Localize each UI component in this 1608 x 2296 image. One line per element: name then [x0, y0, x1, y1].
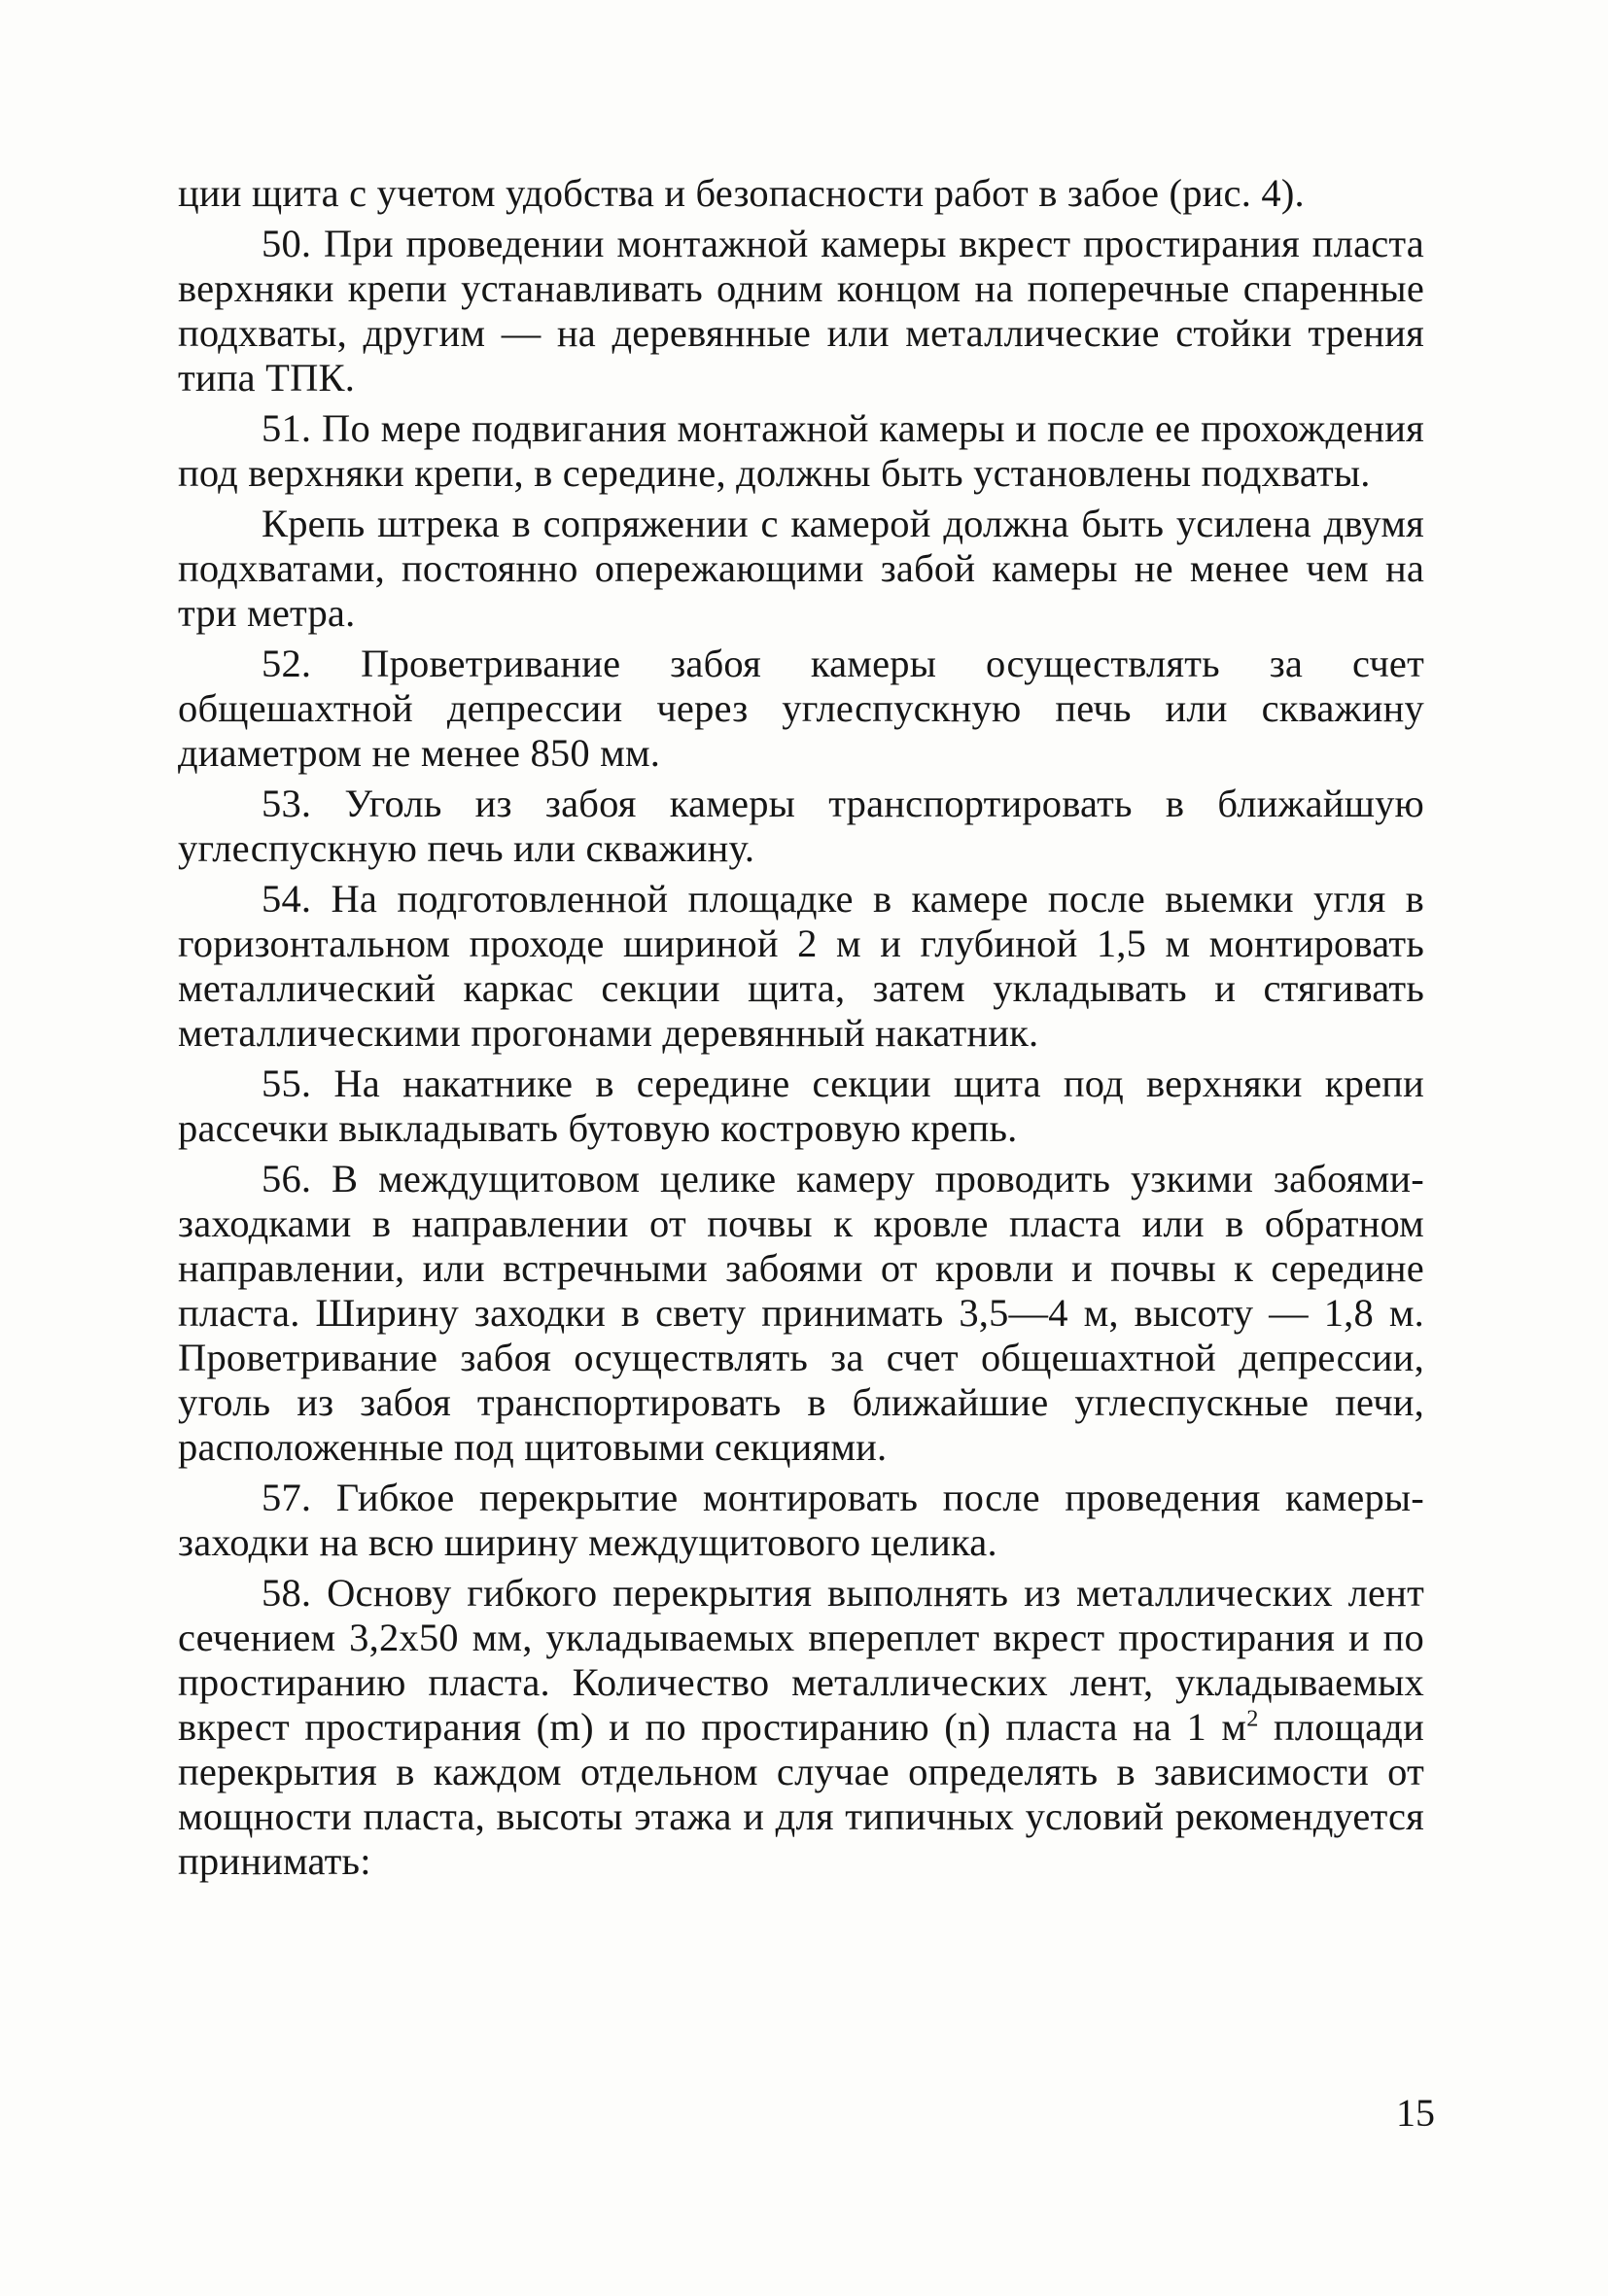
paragraph-51: 51. По мере подвигания монтажной камеры и после ее прохождения под верхняки крепи, в середине, должны быть установлены подхваты.	[178, 406, 1424, 495]
superscript-2: 2	[1246, 1705, 1259, 1732]
paragraph-57: 57. Гибкое перекрытие монтировать после проведения камеры-заходки на всю ширину междущитового целика.	[178, 1476, 1424, 1564]
paragraph-continuation: ции щита с учетом удобства и безопасности работ в забое (рис. 4).	[178, 171, 1305, 215]
body-text	[178, 171, 1424, 1884]
paragraph-53: 53. Уголь из забоя камеры транспортировать в ближайшую углеспускную печь или скважину.	[178, 782, 1424, 870]
paragraph-50: 50. При проведении монтажной камеры вкрест простирания пласта верхняки крепи устанавливать одним концом на поперечные спаренные подхваты, другим — на деревянные или металлические стойки трения типа ТПК.	[178, 222, 1424, 400]
paragraph-56: 56. В междущитовом целике камеру проводить узкими забоями-заходками в направлении от почвы к кровле пласта или в обратном направлении, или встречными забоями от кровли и почвы к середине пласта. Ширину заходки в свету принимать 3,5—4 м, высоту — 1,8 м. Проветривание забоя осуществлять за счет общешахтной депрессии, уголь из забоя транспортировать в ближайшие углеспускные печи, расположенные под щитовыми секциями.	[178, 1157, 1424, 1469]
paragraph-55: 55. На накатнике в середине секции щита под верхняки крепи рассечки выкладывать бутовую костровую крепь.	[178, 1061, 1424, 1150]
paragraph-58	[178, 1571, 1424, 1884]
paragraph-51-continued: Крепь штрека в сопряжении с камерой должна быть усилена двумя подхватами, постоянно опережающими забой камеры не менее чем на три метра.	[178, 502, 1424, 635]
paragraph-58-text-start: 58. Основу гибкого перекрытия выполнять из металлических лент сечением 3,2х50 мм, укладываемых впереплет вкрест простирания и по простиранию пласта. Количество металлических лент, укладываемых вкрест простирания (m) и по простиранию (n) пласта на 1 м	[178, 1571, 1424, 1749]
paragraph-54: 54. На подготовленной площадке в камере после выемки угля в горизонтальном проходе шириной 2 м и глубиной 1,5 м монтировать металлический каркас секции щита, затем укладывать и стягивать металлическими прогонами деревянный накатник.	[178, 877, 1424, 1055]
page-number: 15	[1396, 2091, 1435, 2135]
paragraph-58-text-end: площади перекрытия в каждом отдельном случае определять в зависимости от мощности пласта, высоты этажа и для типичных условий рекомендуется принимать:	[178, 1705, 1424, 1883]
paragraph-52: 52. Проветривание забоя камеры осуществлять за счет общешахтной депрессии через углеспускную печь или скважину диаметром не менее 850 мм.	[178, 642, 1424, 775]
